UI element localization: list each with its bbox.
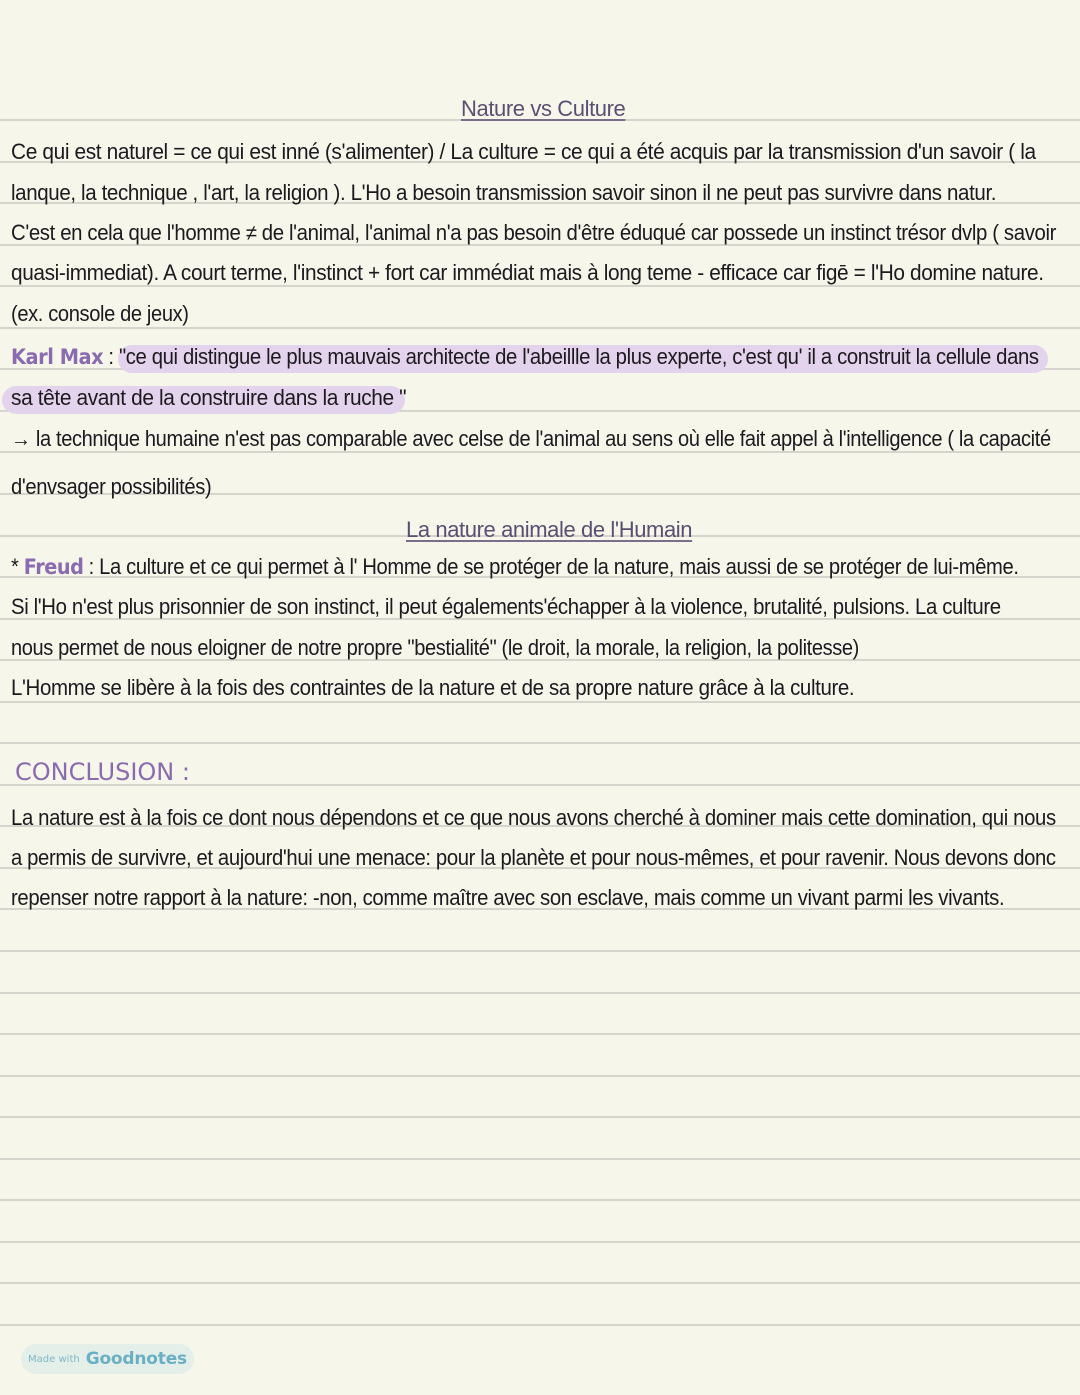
text-line: Si l'Ho n'est plus prisonnier de son instinct, il peut égalements'échapper à la violence, brutalité, pulsions. La culture: [11, 594, 1001, 619]
text-line: Ce qui est naturel = ce qui est inné (s'alimenter) / La culture = ce qui a été acquis par la transmission d'un savoir ( la: [11, 139, 1036, 164]
text-line: repenser notre rapport à la nature: -non, comme maître avec son esclave, mais comme un vivant parmi les vivants.: [11, 885, 1005, 910]
quote-author: Karl Max: [11, 345, 104, 369]
ruled-line: [0, 1324, 1080, 1326]
text-line: lanque, la technique , l'art, la religion ). L'Ho a besoin transmission savoir sinon il ne peut pas survivre dans natur.: [11, 180, 997, 205]
ruled-line: [0, 992, 1080, 994]
text-line: nous permet de nous eloigner de notre propre "bestialité" (le droit, la morale, la religion, la politesse): [11, 635, 859, 660]
ruled-line: [0, 1158, 1080, 1160]
text: La culture et ce qui permet à l' Homme de se protéger de la nature, mais aussi de se protéger de lui-même.: [99, 554, 1019, 579]
text-line: [11, 554, 1019, 580]
ruled-line: [0, 327, 1080, 329]
text-line: C'est en cela que l'homme ≠ de l'animal, l'animal n'a pas besoin d'être éduqué car possede un instinct trésor dvlp ( savoir: [11, 220, 1057, 245]
text-line: (ex. console de jeux): [11, 301, 189, 326]
ruled-line: [0, 950, 1080, 952]
author-freud: Freud: [23, 555, 84, 579]
section-title-nature-vs-culture: Nature vs Culture: [461, 96, 626, 121]
ruled-line: [0, 1241, 1080, 1243]
made-with-label: Made with: [28, 1353, 80, 1365]
arrow-right-icon: →: [11, 426, 31, 451]
section-title-nature-animale: La nature animale de l'Humain: [406, 517, 693, 542]
quote-separator: :: [103, 344, 119, 369]
goodnotes-logo: Goodnotes: [85, 1349, 187, 1369]
conclusion-heading: CONCLUSION :: [15, 758, 190, 786]
ruled-line: [0, 1116, 1080, 1118]
text-line: L'Homme se libère à la fois des contraintes de la nature et de sa propre nature grâce à la culture.: [11, 675, 855, 700]
quote-line: [11, 344, 1039, 370]
bullet-asterisk: *: [11, 554, 24, 579]
made-with-goodnotes-badge[interactable]: [21, 1344, 194, 1374]
ruled-line: [0, 1075, 1080, 1077]
quote-text: "ce qui distingue le plus mauvais architecte de l'abeillle la plus experte, c'est qu' il a construit la cellule dans: [118, 344, 1039, 369]
text-line: La nature est à la fois ce dont nous dépendons et ce que nous avons cherché à dominer mais cette domination, qui nous: [11, 805, 1056, 830]
ruled-line: [0, 1033, 1080, 1035]
ruled-line: [0, 742, 1080, 744]
text-line: quasi-immediat). A court terme, l'instinct + fort car immédiat mais à long teme - efficace car figē = l'Ho domine nature.: [11, 260, 1044, 285]
ruled-line: [0, 1282, 1080, 1284]
text-line: d'envsager possibilités): [11, 474, 212, 499]
text: la technique humaine n'est pas comparable avec celse de l'animal au sens où elle fait appel à l'intelligence ( la capacité: [30, 426, 1051, 451]
text-line: a permis de survivre, et aujourd'hui une menace: pour la planète et pour nous-mêmes, et pour ravenir. Nous devons donc: [11, 845, 1056, 870]
text-line: [11, 426, 1051, 452]
author-separator: :: [83, 554, 100, 579]
ruled-line: [0, 1199, 1080, 1201]
ruled-line: [0, 701, 1080, 703]
quote-line: sa tête avant de la construire dans la ruche ": [11, 385, 407, 410]
